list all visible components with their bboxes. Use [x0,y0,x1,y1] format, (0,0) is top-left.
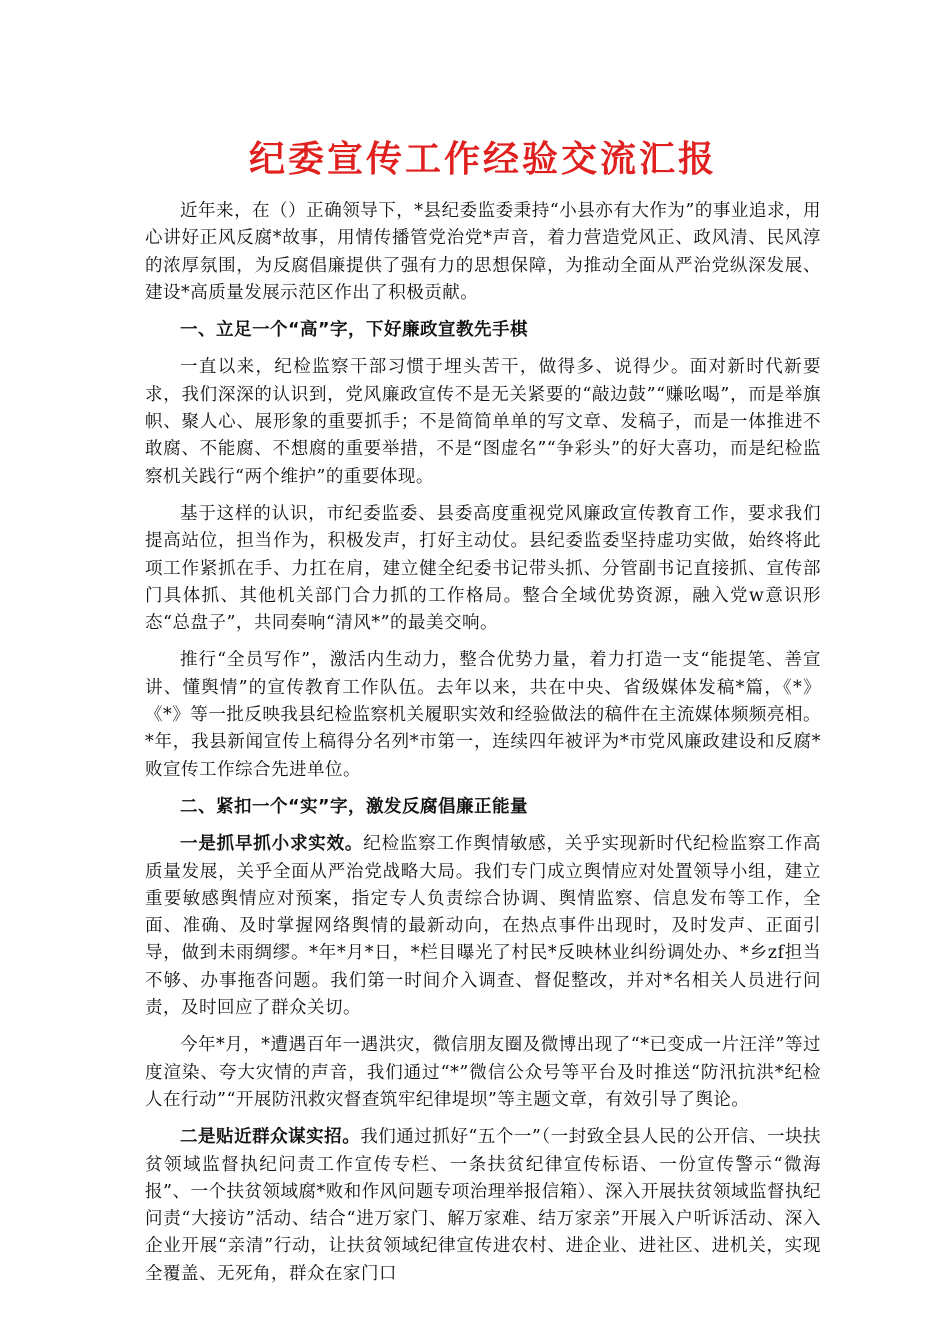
section-2-paragraph-3 [145,1124,821,1288]
section-2-point-1-lead: 一是抓早抓小求实效。 [180,834,364,855]
section-2-heading: 二、紧扣一个“实”字，激发反腐倡廉正能量 [180,796,529,817]
section-2-point-2-lead: 二是贴近群众谋实招。 [180,1127,361,1148]
document-page [145,132,821,1290]
section-2-paragraph-1 [145,831,821,1022]
section-2-point-2-body: 我们通过抓好“五个一”（一封致全县人民的公开信、一块扶贫领域监督执纪问责工作宣传专栏、一条扶贫纪律宣传标语、一份宣传警示“微海报”、一个扶贫领域腐*败和作风问题专项治理举报信箱）、深入开展扶贫领域监督执纪问责“大接访”活动、结合“进万家门、解万家难、结万家亲”开展入户听诉活动、深入企业开展“亲清”行动，让扶贫领域纪律宣传进农村、进企业、进社区、进机关，实现全覆盖、无死角，群众在家门口 [145,1127,821,1284]
section-1-heading: 一、立足一个“高”字，下好廉政宣教先手棋 [180,320,529,341]
section-2-point-1-body: 纪检监察工作舆情敏感，关乎实现新时代纪检监察工作高质量发展，关乎全面从严治党战略大局。我们专门成立舆情应对处置领导小组，建立重要敏感舆情应对预案，指定专人负责综合协调、舆情监察、信息发布等工作，全面、准确、及时掌握网络舆情的最新动向，在热点事件出现时，及时发声、正面引导，做到未雨绸缪。*年*月*日，*栏目曝光了村民*反映林业纠纷调处办、*乡zf担当不够、办事拖沓问题。我们第一时间介入调查、督促整改，并对*名相关人员进行问责，及时回应了群众关切。 [145,834,822,1019]
section-1-paragraph-3: 推行“全员写作”，激活内生动力，整合优势力量，着力打造一支“能提笔、善宣讲、懂舆情”的宣传教育工作队伍。去年以来，共在中央、省级媒体发稿*篇，《*》《*》等一批反映我县纪检监察机关履职实效和经验做法的稿件在主流媒体频频亮相。*年，我县新闻宣传上稿得分名列*市第一，连续四年被评为*市党风廉政建设和反腐*败宣传工作综合先进单位。 [145,650,821,780]
document-title: 纪委宣传工作经验交流汇报 [248,139,717,180]
section-1-paragraph-1: 一直以来，纪检监察干部习惯于埋头苦干，做得多、说得少。面对新时代新要求，我们深深的认识到，党风廉政宣传不是无关紧要的“敲边鼓”“赚吆喝”，而是举旗帜、聚人心、展形象的重要抓手；不是简简单单的写文章、发稿子，而是一体推进不敢腐、不能腐、不想腐的重要举措，不是“图虚名”“争彩头”的好大喜功，而是纪检监察机关践行“两个维护”的重要体现。 [145,357,821,487]
section-1-paragraph-2: 基于这样的认识，市纪委监委、县委高度重视党风廉政宣传教育工作，要求我们提高站位，担当作为，积极发声，打好主动仗。县纪委监委坚持虚功实做，始终将此项工作紧抓在手、力扛在肩，建立健全纪委书记带头抓、分管副书记直接抓、宣传部门具体抓、其他机关部门合力抓的工作格局。整合全域优势资源，融入党w意识形态“总盘子”，共同奏响“清风*”的最美交响。 [145,503,821,634]
intro-paragraph: 近年来，在（）正确领导下，*县纪委监委秉持“小县亦有大作为”的事业追求，用心讲好正风反腐*故事，用情传播管党治党*声音，着力营造党风正、政风清、民风淳的浓厚氛围，为反腐倡廉提供了强有力的思想保障，为推动全面从严治党纵深发展、建设*高质量发展示范区作出了积极贡献。 [145,201,821,303]
section-2-paragraph-2: 今年*月，*遭遇百年一遇洪灾，微信朋友圈及微博出现了“*已变成一片汪洋”等过度渲染、夸大灾情的声音，我们通过“*”微信公众号等平台及时推送“防汛抗洪*纪检人在行动”“开展防汛救灾督查筑牢纪律堤坝”等主题文章，有效引导了舆论。 [145,1035,821,1110]
